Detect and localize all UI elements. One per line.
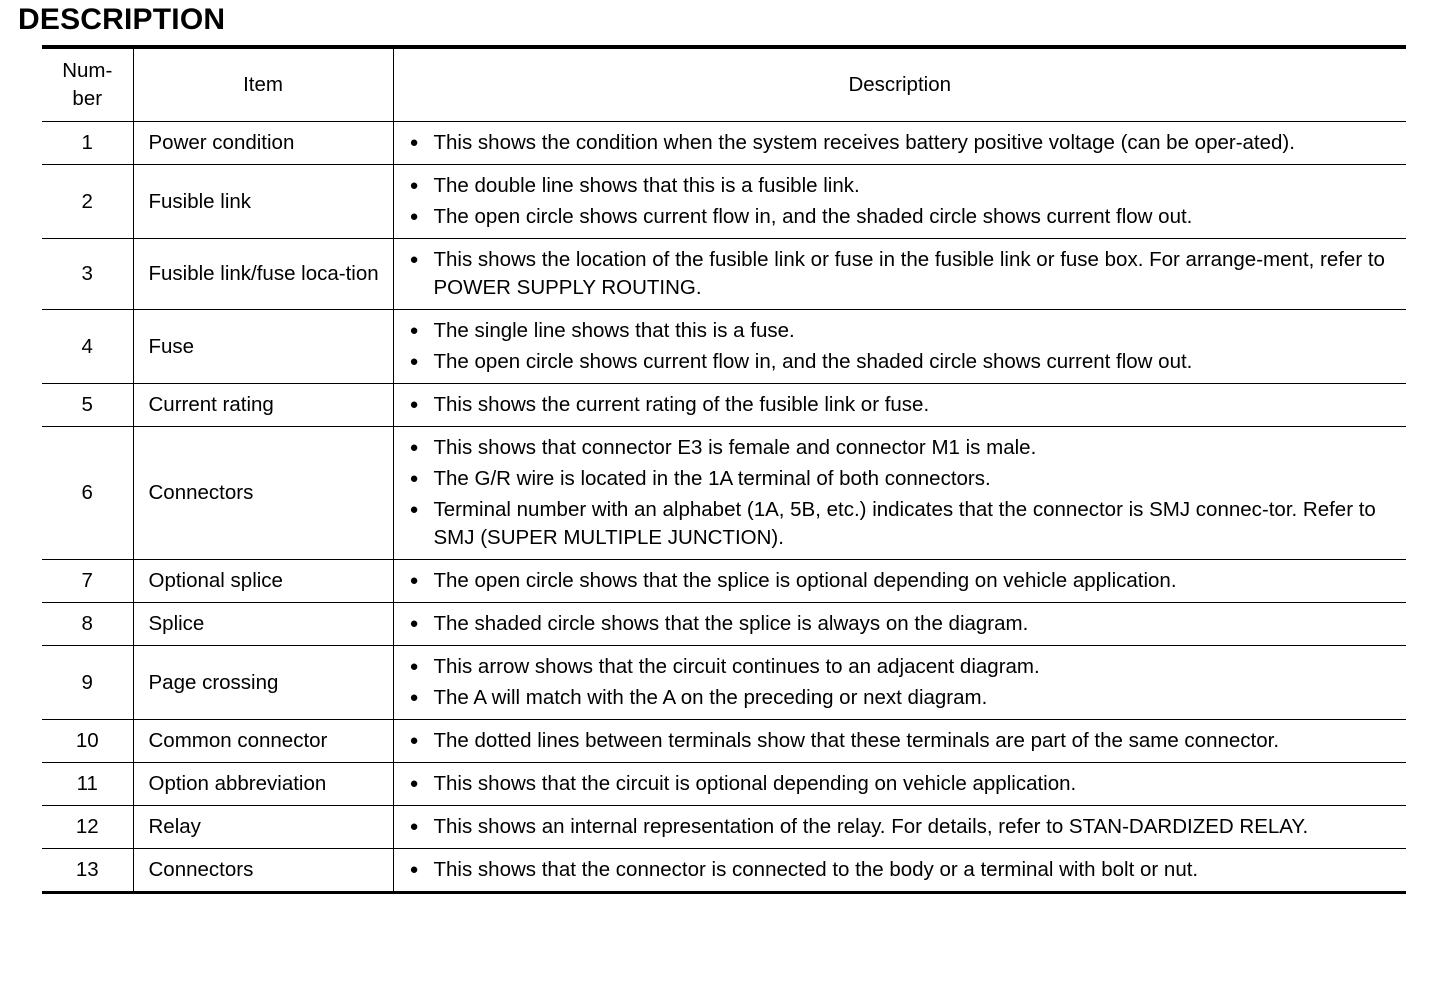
bullet-text: This shows the condition when the system receives battery positive voltage (can be oper-ated). — [433, 131, 1295, 154]
table-row — [42, 427, 1406, 560]
description-bullet — [410, 856, 1399, 884]
bullet-text: This arrow shows that the circuit continues to an adjacent diagram. — [433, 655, 1040, 678]
bullet-dot-icon: ● — [409, 615, 419, 632]
bullet-dot-icon: ● — [409, 658, 419, 675]
table-row — [42, 763, 1406, 806]
bullet-dot-icon: ● — [409, 501, 419, 518]
bullet-text: This shows that connector E3 is female and connector M1 is male. — [433, 436, 1037, 459]
table-row — [42, 384, 1406, 427]
row-item: Relay — [133, 806, 393, 849]
row-item: Connectors — [133, 849, 393, 893]
bullet-dot-icon: ● — [409, 353, 419, 370]
description-bullet — [410, 203, 1399, 231]
bullet-dot-icon: ● — [409, 134, 419, 151]
row-description — [393, 310, 1406, 384]
description-bullet — [410, 496, 1399, 552]
bullet-text: The dotted lines between terminals show that these terminals are part of the same connector. — [433, 729, 1280, 752]
description-bullet — [410, 391, 1399, 419]
bullet-text: This shows an internal representation of the relay. For details, refer to STAN-DARDIZED RELAY. — [433, 815, 1309, 838]
row-description — [393, 427, 1406, 560]
row-description — [393, 560, 1406, 603]
description-bullet — [410, 434, 1399, 462]
row-item: Fusible link/fuse loca-tion — [133, 239, 393, 310]
bullet-text: The open circle shows that the splice is optional depending on vehicle application. — [433, 569, 1177, 592]
table-row — [42, 239, 1406, 310]
row-description — [393, 603, 1406, 646]
bullet-dot-icon: ● — [409, 775, 419, 792]
description-bullet — [410, 684, 1399, 712]
bullet-text: The single line shows that this is a fuse. — [433, 319, 795, 342]
description-bullet — [410, 317, 1399, 345]
page-title: DESCRIPTION — [18, 3, 226, 36]
row-number: 12 — [42, 806, 133, 849]
bullet-text: This shows that the circuit is optional depending on vehicle application. — [433, 772, 1077, 795]
bullet-dot-icon: ● — [409, 689, 419, 706]
description-bullet — [410, 246, 1399, 302]
bullet-text: The open circle shows current flow in, and the shaded circle shows current flow out. — [433, 205, 1193, 228]
bullet-dot-icon: ● — [409, 572, 419, 589]
row-description — [393, 763, 1406, 806]
table-row — [42, 806, 1406, 849]
column-header-description: Description — [393, 49, 1406, 122]
row-description — [393, 122, 1406, 165]
table-row — [42, 122, 1406, 165]
column-header-item: Item — [133, 49, 393, 122]
row-item: Common connector — [133, 720, 393, 763]
header-row — [42, 49, 1406, 122]
table-row — [42, 310, 1406, 384]
bullet-dot-icon: ● — [409, 439, 419, 456]
bullet-text: The A will match with the A on the preceding or next diagram. — [433, 686, 988, 709]
bullet-dot-icon: ● — [409, 818, 419, 835]
bullet-dot-icon: ● — [409, 470, 419, 487]
table-row — [42, 720, 1406, 763]
bullet-dot-icon: ● — [409, 732, 419, 749]
row-item: Fusible link — [133, 165, 393, 239]
table-row — [42, 646, 1406, 720]
description-bullet — [410, 653, 1399, 681]
row-item: Option abbreviation — [133, 763, 393, 806]
description-bullet — [410, 770, 1399, 798]
row-number: 13 — [42, 849, 133, 893]
row-number: 5 — [42, 384, 133, 427]
description-table — [42, 49, 1406, 894]
description-bullet — [410, 172, 1399, 200]
row-item: Splice — [133, 603, 393, 646]
row-number: 2 — [42, 165, 133, 239]
row-number: 4 — [42, 310, 133, 384]
bullet-dot-icon: ● — [409, 322, 419, 339]
column-header-number: Num- ber — [42, 49, 133, 122]
row-number: 10 — [42, 720, 133, 763]
row-description — [393, 239, 1406, 310]
table-row — [42, 603, 1406, 646]
row-item: Optional splice — [133, 560, 393, 603]
row-description — [393, 720, 1406, 763]
row-description — [393, 165, 1406, 239]
row-number: 11 — [42, 763, 133, 806]
bullet-text: The G/R wire is located in the 1A terminal of both connectors. — [433, 467, 991, 490]
row-number: 9 — [42, 646, 133, 720]
table-body — [42, 122, 1406, 893]
bullet-text: This shows the current rating of the fusible link or fuse. — [433, 393, 930, 416]
bullet-text: The open circle shows current flow in, and the shaded circle shows current flow out. — [433, 350, 1193, 373]
row-number: 8 — [42, 603, 133, 646]
row-number: 3 — [42, 239, 133, 310]
description-bullet — [410, 129, 1399, 157]
bullet-text: The double line shows that this is a fusible link. — [433, 174, 860, 197]
bullet-dot-icon: ● — [409, 396, 419, 413]
bullet-dot-icon: ● — [409, 251, 419, 268]
description-bullet — [410, 727, 1399, 755]
bullet-text: Terminal number with an alphabet (1A, 5B, etc.) indicates that the connector is SMJ connec-tor. Refer to SMJ (SUPER MULTIPLE JUNCTION). — [433, 498, 1376, 549]
row-item: Page crossing — [133, 646, 393, 720]
bullet-text: This shows the location of the fusible link or fuse in the fusible link or fuse box. For arrange-ment, refer to POWER SUPPLY ROUTING. — [433, 248, 1385, 299]
table-row — [42, 849, 1406, 893]
description-bullet — [410, 610, 1399, 638]
description-bullet — [410, 465, 1399, 493]
table-row — [42, 560, 1406, 603]
row-number: 6 — [42, 427, 133, 560]
bullet-dot-icon: ● — [409, 861, 419, 878]
row-number: 7 — [42, 560, 133, 603]
row-description — [393, 806, 1406, 849]
row-item: Fuse — [133, 310, 393, 384]
bullet-dot-icon: ● — [409, 177, 419, 194]
table-row — [42, 165, 1406, 239]
row-description — [393, 384, 1406, 427]
row-number: 1 — [42, 122, 133, 165]
bullet-dot-icon: ● — [409, 208, 419, 225]
row-description — [393, 849, 1406, 893]
row-item: Power condition — [133, 122, 393, 165]
bullet-text: The shaded circle shows that the splice is always on the diagram. — [433, 612, 1029, 635]
row-item: Current rating — [133, 384, 393, 427]
description-bullet — [410, 348, 1399, 376]
row-description — [393, 646, 1406, 720]
bullet-text: This shows that the connector is connected to the body or a terminal with bolt or nut. — [433, 858, 1199, 881]
row-item: Connectors — [133, 427, 393, 560]
description-bullet — [410, 567, 1399, 595]
description-bullet — [410, 813, 1399, 841]
